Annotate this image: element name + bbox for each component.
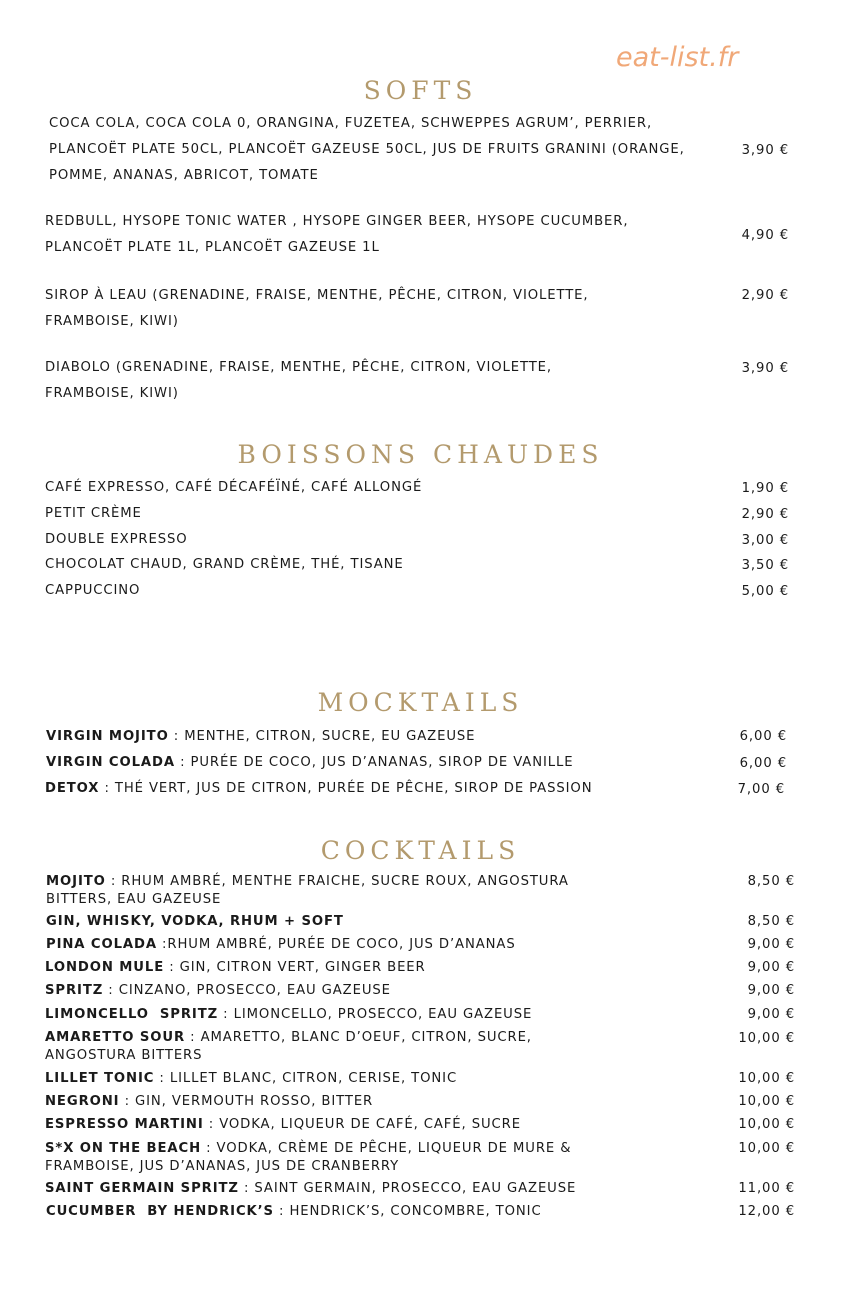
menu-item-name: MOJITO [46, 874, 106, 889]
menu-item-description: : RHUM AMBRÉ, MENTHE FRAICHE, SUCRE ROUX, ANGOSTURA BITTERS, EAU GAZEUSE [46, 874, 569, 907]
menu-item-name: AMARETTO SOUR [45, 1030, 186, 1045]
menu-item-description: : SAINT GERMAIN, PROSECCO, EAU GAZEUSE [238, 1181, 577, 1196]
menu-item [45, 1006, 685, 1024]
menu-item-name: LONDON MULE [45, 960, 165, 975]
menu-item-price: 6,00 € [739, 729, 787, 744]
menu-item-price: 4,90 € [741, 228, 789, 243]
menu-item: CAPPUCCINO [45, 583, 141, 598]
menu-item [46, 936, 686, 954]
menu-item-price: 10,00 € [738, 1031, 795, 1046]
menu-item-name: NEGRONI [45, 1094, 120, 1109]
menu-item [45, 776, 685, 802]
section-title-mocktails: MOCKTAILS [317, 688, 524, 717]
section-title-boissons-chaudes: BOISSONS CHAUDES [237, 440, 604, 469]
menu-item-price: 3,00 € [741, 533, 789, 548]
menu-item-description: : PURÉE DE COCO, JUS D’ANANAS, SIROP DE VANILLE [174, 755, 574, 770]
menu-item: REDBULL, HYSOPE TONIC WATER , HYSOPE GINGER BEER, HYSOPE CUCUMBER, PLANCOËT PLATE 1L, PLANCOËT GAZEUSE 1L [45, 214, 629, 255]
menu-item-price: 10,00 € [738, 1071, 795, 1086]
menu-item-description: : CINZANO, PROSECCO, EAU GAZEUSE [103, 983, 391, 998]
menu-item-description: : MENTHE, CITRON, SUCRE, EU GAZEUSE [168, 729, 476, 744]
menu-item-price: 8,50 € [747, 914, 795, 929]
section-title-softs: SOFTS [363, 76, 478, 105]
menu-item-price: 5,00 € [741, 584, 789, 599]
menu-item-name: CUCUMBER BY HENDRICK’S [46, 1204, 274, 1219]
menu-item-name: VIRGIN COLADA [46, 755, 175, 770]
section-title-cocktails: COCKTAILS [320, 836, 521, 865]
menu-item [45, 959, 685, 977]
menu-item [45, 1140, 620, 1176]
menu-item-description: : VODKA, CRÈME DE PÊCHE, LIQUEUR DE MURE & FRAMBOISE, JUS D’ANANAS, JUS DE CRANBERRY [45, 1141, 572, 1174]
menu-item [46, 913, 686, 931]
menu-item [46, 873, 626, 909]
menu-item-price: 2,90 € [741, 507, 789, 522]
menu-item-name: DETOX [45, 781, 100, 796]
menu-item [45, 1070, 685, 1088]
menu-item-description: : VODKA, LIQUEUR DE CAFÉ, CAFÉ, SUCRE [203, 1117, 521, 1132]
menu-item-price: 10,00 € [738, 1141, 795, 1156]
menu-item-price: 9,00 € [747, 1007, 795, 1022]
menu-item: DIABOLO (GRENADINE, FRAISE, MENTHE, PÊCHE, CITRON, VIOLETTE, FRAMBOISE, KIWI) [45, 360, 552, 401]
menu-item-price: 12,00 € [738, 1204, 795, 1219]
menu-item-price: 3,50 € [741, 558, 789, 573]
menu-item-price: 6,00 € [739, 756, 787, 771]
menu-item-description: : HENDRICK’S, CONCOMBRE, TONIC [273, 1204, 542, 1219]
menu-item-name: ESPRESSO MARTINI [45, 1117, 204, 1132]
menu-item-name: VIRGIN MOJITO [46, 729, 169, 744]
menu-item-name: LILLET TONIC [45, 1071, 155, 1086]
menu-item-price: 9,00 € [747, 983, 795, 998]
menu-item-name: S*X ON THE BEACH [45, 1141, 202, 1156]
menu-item: DOUBLE EXPRESSO [45, 532, 188, 547]
menu-item-name: SAINT GERMAIN SPRITZ [45, 1181, 239, 1196]
menu-item-price: 2,90 € [741, 288, 789, 303]
menu-item [45, 1029, 585, 1065]
menu-item-price: 7,00 € [737, 782, 785, 797]
menu-item-name: PINA COLADA [46, 937, 157, 952]
menu-item-price: 9,00 € [747, 960, 795, 975]
menu-item-price: 10,00 € [738, 1117, 795, 1132]
menu-item [45, 1093, 685, 1111]
menu-item-description: : GIN, VERMOUTH ROSSO, BITTER [119, 1094, 374, 1109]
menu-item: PETIT CRÈME [45, 506, 142, 521]
menu-item-price: 10,00 € [738, 1094, 795, 1109]
menu-item-price: 3,90 € [741, 143, 789, 158]
menu-item-price: 8,50 € [747, 874, 795, 889]
menu-item-price: 9,00 € [747, 937, 795, 952]
menu-item [45, 982, 685, 1000]
menu-item-description: : THÉ VERT, JUS DE CITRON, PURÉE DE PÊCHE, SIROP DE PASSION [99, 781, 593, 796]
menu-item-description: : GIN, CITRON VERT, GINGER BEER [164, 960, 426, 975]
menu-item [45, 1116, 685, 1134]
menu-item [46, 1203, 686, 1221]
menu-item: CAFÉ EXPRESSO, CAFÉ DÉCAFÉÏNÉ, CAFÉ ALLONGÉ [45, 480, 423, 495]
menu-item [46, 724, 686, 750]
menu-item-name: GIN, WHISKY, VODKA, RHUM + SOFT [46, 914, 344, 929]
menu-item-price: 11,00 € [738, 1181, 795, 1196]
menu-item-price: 1,90 € [741, 481, 789, 496]
menu-item-description: : LIMONCELLO, PROSECCO, EAU GAZEUSE [218, 1007, 533, 1022]
watermark: eat-list.fr [616, 42, 739, 73]
menu-item [45, 1180, 685, 1198]
menu-item [46, 750, 686, 776]
menu-item-description: :RHUM AMBRÉ, PURÉE DE COCO, JUS D’ANANAS [156, 937, 516, 952]
menu-item-name: LIMONCELLO SPRITZ [45, 1007, 219, 1022]
menu-item-description: : AMARETTO, BLANC D’OEUF, CITRON, SUCRE, ANGOSTURA BITTERS [45, 1030, 532, 1063]
menu-item-name: SPRITZ [45, 983, 104, 998]
menu-item: SIROP À LEAU (GRENADINE, FRAISE, MENTHE, PÊCHE, CITRON, VIOLETTE, FRAMBOISE, KIWI) [45, 288, 589, 329]
menu-item: CHOCOLAT CHAUD, GRAND CRÈME, THÉ, TISANE [45, 557, 404, 572]
menu-item: COCA COLA, COCA COLA 0, ORANGINA, FUZETEA, SCHWEPPES AGRUM’, PERRIER, PLANCOËT PLATE 50CL, PLANCOËT GAZEUSE 50CL, JUS DE FRUITS GRANINI (ORANGE, POMME, ANANAS, ABRICOT, TOMATE [49, 116, 685, 183]
menu-item-description: : LILLET BLANC, CITRON, CERISE, TONIC [154, 1071, 458, 1086]
menu-item-price: 3,90 € [741, 361, 789, 376]
